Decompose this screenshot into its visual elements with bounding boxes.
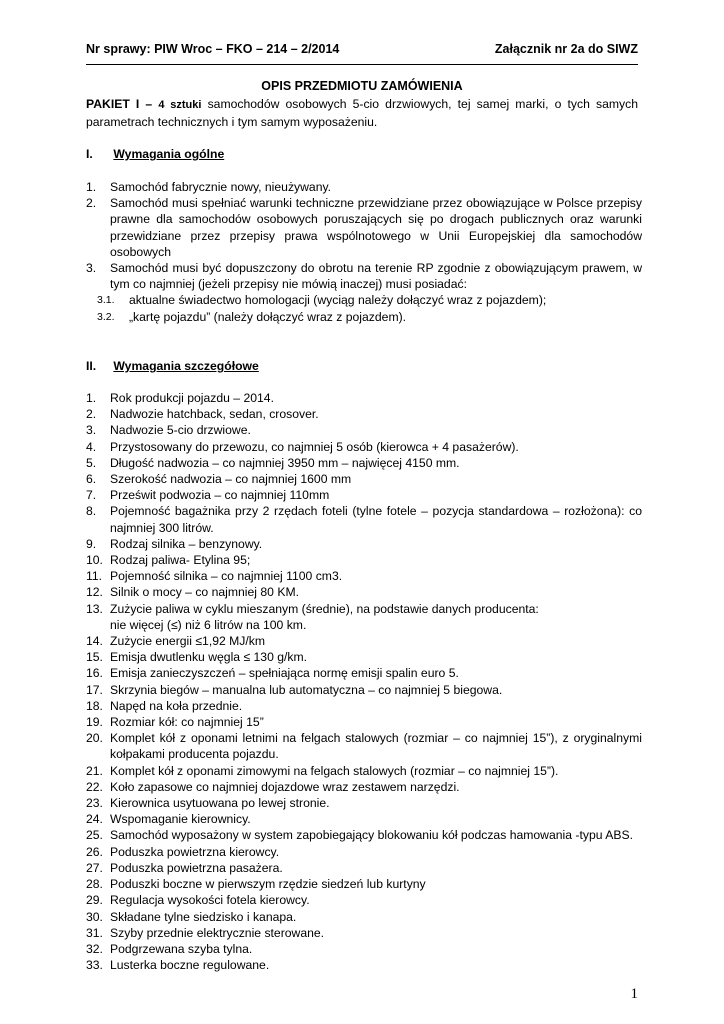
list-item: [86, 827, 642, 843]
list-item-number: 29.: [86, 893, 103, 908]
list-item-text: Przystosowany do przewozu, co najmniej 5 osób (kierowca + 4 pasażerów).: [110, 439, 519, 454]
list-item-number: 27.: [86, 860, 103, 875]
list-item-text: Samochód musi być dopuszczony do obrotu na terenie RP zgodnie z obowiązującym prawem, w tym co najmniej (jeżeli przepisy nie mówią inaczej) musi posiadać:: [110, 261, 642, 292]
detailed-requirements-list: [86, 390, 642, 973]
list-item-text: Emisja zanieczyszczeń – spełniająca normę emisji spalin euro 5.: [110, 666, 459, 681]
list-item-number: 24.: [86, 812, 103, 827]
list-item-number: 32.: [86, 941, 103, 956]
list-item-number: 13.: [86, 601, 103, 616]
package-lead: PAKIET I –: [86, 97, 153, 111]
list-item: [86, 682, 642, 698]
general-requirements-list: [86, 179, 642, 325]
list-item-number: 23.: [86, 796, 103, 811]
list-item: [86, 763, 642, 779]
list-item: [86, 941, 642, 957]
list-item: [86, 390, 642, 406]
case-number: Nr sprawy: PIW Wroc – FKO – 214 – 2/2014: [86, 42, 340, 56]
list-item-number: 30.: [86, 909, 103, 924]
list-item-number: 17.: [86, 682, 103, 697]
list-item: [86, 714, 642, 730]
list-item-text: Samochód wyposażony w system zapobiegający blokowaniu kół podczas hamowania -typu ABS.: [110, 828, 633, 843]
list-item: [86, 422, 642, 438]
list-item-text: Samochód fabrycznie nowy, nieużywany.: [110, 180, 332, 194]
list-item: [86, 860, 642, 876]
list-item: [86, 795, 642, 811]
list-item-number: 14.: [86, 634, 103, 649]
package-text: samochodów osobowych 5-cio drzwiowych, tej samej marki, o tych samych parametrach technicznych i tym samym wyposażeniu.: [86, 97, 638, 129]
list-item: [86, 779, 642, 795]
list-item-text: Rozmiar kół: co najmniej 15”: [110, 715, 264, 730]
list-item: [86, 730, 642, 762]
attachment-label: Załącznik nr 2a do SIWZ: [494, 42, 638, 56]
page-number: 1: [630, 986, 638, 1002]
list-item-number: 11.: [86, 569, 103, 584]
list-item-text: Poduszka powietrzna pasażera.: [110, 860, 283, 875]
list-item-number: 3.: [86, 423, 97, 438]
list-item-text: Samochód musi spełniać warunki techniczne przewidziane przez obowiązujące w Polsce przepisy prawne dla samochodów osobowych poruszających się po drogach publicznych oraz warunki przewidziane przez przepisy prawa wspólnotowego w Unii Europejskiej dla samochodów osobowych: [110, 196, 642, 259]
list-item: [86, 552, 642, 568]
list-item-text: Zużycie paliwa w cyklu mieszanym (średnie), na podstawie danych producenta: nie więcej (≤) niż 6 litrów na 100 km.: [110, 601, 539, 632]
list-item-number: 1.: [86, 180, 97, 194]
list-item-text: Lusterka boczne regulowane.: [110, 958, 270, 973]
list-item-text: Silnik o mocy – co najmniej 80 KM.: [110, 585, 299, 600]
list-item-number: 21.: [86, 763, 103, 778]
list-item: [86, 892, 642, 908]
list-item-text: Rok produkcji pojazdu – 2014.: [110, 391, 274, 405]
list-item-text: Skrzynia biegów – manualna lub automatyczna – co najmniej 5 biegowa.: [110, 682, 503, 697]
header-divider: [86, 64, 638, 65]
list-item-text: Podgrzewana szyba tylna.: [110, 941, 253, 956]
list-item-number: 3.2.: [97, 310, 115, 323]
list-item-number: 28.: [86, 877, 103, 892]
section-heading-detailed: [86, 359, 259, 373]
list-item: [86, 909, 642, 925]
list-item-text: Regulacja wysokości fotela kierowcy.: [110, 893, 310, 908]
list-item-text: Emisja dwutlenku węgla ≤ 130 g/km.: [110, 650, 308, 665]
list-item-number: 20.: [86, 731, 103, 746]
list-item-text: Prześwit podwozia – co najmniej 110mm: [110, 488, 330, 503]
list-item: [86, 957, 642, 973]
list-item-text: Pojemność bagażnika przy 2 rzędach foteli (tylne fotele – pozycja standardowa – rozłożona): co najmniej 300 litrów.: [110, 504, 642, 535]
list-item-text: Rodzaj silnika – benzynowy.: [110, 536, 263, 551]
list-item: [86, 876, 642, 892]
list-item: [86, 811, 642, 827]
sub-list-item: [86, 292, 642, 308]
list-item-number: 12.: [86, 585, 103, 600]
list-item-text: Szerokość nadwozia – co najmniej 1600 mm: [110, 472, 352, 487]
document-title: OPIS PRZEDMIOTU ZAMÓWIENIA: [261, 79, 463, 93]
list-item-text: Komplet kół z oponami letnimi na felgach stalowych (rozmiar – co najmniej 15”), z oryginalnymi kołpakami producenta pojazdu.: [110, 731, 642, 762]
list-item-text: Nadwozie 5-cio drzwiowe.: [110, 423, 251, 438]
list-item: [86, 455, 642, 471]
list-item-number: 3.: [86, 261, 97, 276]
list-item: [86, 665, 642, 681]
sub-list-item: [86, 309, 642, 325]
list-item-number: 33.: [86, 958, 103, 973]
list-item-number: 26.: [86, 844, 103, 859]
list-item-number: 4.: [86, 439, 97, 454]
list-item: [86, 439, 642, 455]
list-item-number: 5.: [86, 455, 97, 470]
list-item: [86, 503, 642, 535]
sub-list: [86, 292, 642, 324]
list-item-text: Długość nadwozia – co najmniej 3950 mm – najwięcej 4150 mm.: [110, 455, 460, 470]
list-item: [86, 487, 642, 503]
list-item-number: 22.: [86, 779, 103, 794]
list-item: [86, 471, 642, 487]
list-item-number: 7.: [86, 488, 97, 503]
list-item-text: Nadwozie hatchback, sedan, crosover.: [110, 407, 319, 422]
list-item: [86, 633, 642, 649]
list-item: [86, 844, 642, 860]
section-number: II.: [86, 359, 97, 373]
list-item: [86, 260, 642, 292]
section-title: Wymagania ogólne: [113, 147, 225, 161]
list-item-number: 15.: [86, 650, 103, 665]
list-item: [86, 195, 642, 260]
list-item-number: 18.: [86, 698, 103, 713]
list-item-number: 1.: [86, 391, 97, 405]
list-item-number: 2.: [86, 407, 97, 422]
list-item-number: 8.: [86, 504, 97, 519]
section-heading-general: [86, 147, 224, 161]
section-title: Wymagania szczegółowe: [113, 359, 259, 373]
section-number: I.: [86, 147, 93, 161]
list-item: [86, 568, 642, 584]
list-item-text: Rodzaj paliwa- Etylina 95;: [110, 553, 251, 568]
list-item-number: 9.: [86, 536, 97, 551]
list-item: [86, 601, 642, 633]
page-header: [86, 42, 638, 60]
list-item-number: 3.1.: [97, 294, 115, 307]
list-item: [86, 406, 642, 422]
list-item-text: Szyby przednie elektrycznie sterowane.: [110, 925, 325, 940]
list-item-text: Kierownica usytuowana po lewej stronie.: [110, 796, 330, 811]
list-item-text: Poduszki boczne w pierwszym rzędzie siedzeń lub kurtyny: [110, 877, 426, 892]
list-item-text: Zużycie energii ≤1,92 MJ/km: [110, 634, 266, 649]
list-item-text: Koło zapasowe co najmniej dojazdowe wraz zestawem narzędzi.: [110, 779, 460, 794]
list-item: [86, 179, 642, 195]
list-item-text: Pojemność silnika – co najmniej 1100 cm3.: [110, 569, 343, 584]
list-item-text: Napęd na koła przednie.: [110, 698, 243, 713]
list-item-text: Komplet kół z oponami zimowymi na felgach stalowych (rozmiar – co najmniej 15”).: [110, 763, 559, 778]
list-item-number: 16.: [86, 666, 103, 681]
list-item-number: 25.: [86, 828, 103, 843]
list-item-text: Wspomaganie kierownicy.: [110, 812, 251, 827]
list-item-text: aktualne świadectwo homologacji (wyciąg należy dołączyć wraz z pojazdem);: [129, 293, 547, 308]
list-item: [86, 584, 642, 600]
list-item-text: Poduszka powietrzna kierowcy.: [110, 844, 280, 859]
list-item-text: „kartę pojazdu” (należy dołączyć wraz z pojazdem).: [129, 309, 407, 324]
list-item-number: 31.: [86, 925, 103, 940]
list-item: [86, 649, 642, 665]
list-item: [86, 698, 642, 714]
list-item-number: 10.: [86, 553, 103, 568]
list-item-number: 2.: [86, 196, 97, 211]
list-item: [86, 536, 642, 552]
package-count: 4 sztuki: [158, 99, 202, 111]
package-description: [86, 96, 638, 131]
list-item: [86, 925, 642, 941]
list-item-number: 19.: [86, 715, 103, 730]
list-item-text: Składane tylne siedzisko i kanapa.: [110, 909, 297, 924]
list-item-number: 6.: [86, 472, 97, 487]
